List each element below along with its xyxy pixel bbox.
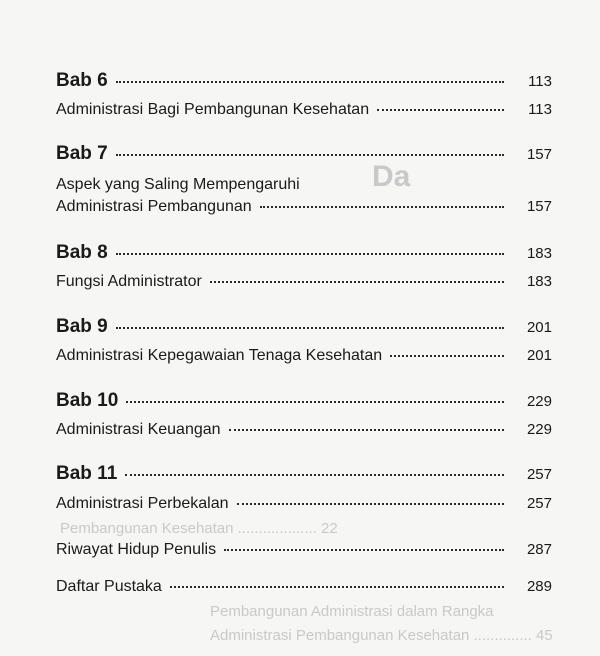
page-number: 287 xyxy=(526,541,552,558)
dot-leader xyxy=(116,253,504,255)
chapter-title: Bab 9 xyxy=(56,316,108,337)
chapter-title: Bab 8 xyxy=(56,242,108,263)
dot-leader xyxy=(125,474,504,476)
section-title: Daftar Pustaka xyxy=(56,578,162,595)
dot-leader xyxy=(126,401,504,403)
show-through-text: Da xyxy=(372,160,411,193)
page-number: 289 xyxy=(526,578,552,595)
toc-entry-bab-10[interactable] xyxy=(56,390,552,414)
show-through-text: Pembangunan Administrasi dalam Rangka xyxy=(210,603,494,620)
chapter-title: Bab 11 xyxy=(56,463,118,484)
page-number: 257 xyxy=(526,495,552,512)
page-number: 113 xyxy=(528,73,552,90)
chapter-title: Bab 6 xyxy=(56,70,108,91)
page-number: 201 xyxy=(526,319,552,336)
dot-leader xyxy=(170,586,504,588)
toc-entry-bab-8[interactable] xyxy=(56,242,552,266)
dot-leader xyxy=(210,281,504,283)
toc-entry-bab-6[interactable] xyxy=(56,70,552,94)
section-title: Administrasi Keuangan xyxy=(56,421,221,438)
page-number: 229 xyxy=(526,421,552,438)
table-of-contents xyxy=(56,0,552,656)
page-number: 157 xyxy=(526,198,552,215)
chapter-title: Bab 7 xyxy=(56,143,108,164)
toc-entry-bab-11[interactable] xyxy=(56,463,552,487)
toc-entry-bab-9[interactable] xyxy=(56,316,552,340)
toc-entry[interactable] xyxy=(56,421,552,445)
dot-leader xyxy=(224,549,504,551)
dot-leader xyxy=(260,206,504,208)
section-title: Administrasi Kepegawaian Tenaga Kesehatan xyxy=(56,347,383,364)
section-title-line-1: Aspek yang Saling Mempengaruhi xyxy=(56,176,300,193)
section-title: Fungsi Administrator xyxy=(56,273,202,290)
toc-entry[interactable] xyxy=(56,273,552,297)
toc-entry[interactable] xyxy=(56,198,552,222)
page-number: 229 xyxy=(526,393,552,410)
page-number: 183 xyxy=(526,273,552,290)
page-number: 183 xyxy=(526,245,552,262)
chapter-title: Bab 10 xyxy=(56,390,119,411)
toc-entry-daftar-pustaka[interactable] xyxy=(56,578,552,602)
page-number: 257 xyxy=(526,466,552,483)
dot-leader xyxy=(116,81,504,83)
section-title: Administrasi Bagi Pembangunan Kesehatan xyxy=(56,101,370,118)
toc-entry-bab-7[interactable] xyxy=(56,143,552,167)
show-through-text: Administrasi Pembangunan Kesehatan .............. 45 xyxy=(210,627,553,644)
toc-entry[interactable] xyxy=(56,101,552,125)
dot-leader xyxy=(237,503,504,505)
toc-entry[interactable] xyxy=(56,495,552,519)
dot-leader xyxy=(390,355,504,357)
dot-leader xyxy=(229,429,504,431)
toc-entry-riwayat[interactable] xyxy=(56,541,552,565)
section-title: Administrasi Perbekalan xyxy=(56,495,229,512)
toc-entry[interactable] xyxy=(56,347,552,371)
section-title: Administrasi Pembangunan xyxy=(56,198,252,215)
dot-leader xyxy=(116,154,504,156)
dot-leader xyxy=(377,109,504,111)
page-number: 113 xyxy=(528,101,552,118)
page-number: 201 xyxy=(526,347,552,364)
dot-leader xyxy=(116,327,504,329)
show-through-text: Pembangunan Kesehatan ................... 22 xyxy=(60,520,338,537)
page-number: 157 xyxy=(526,146,552,163)
section-title: Riwayat Hidup Penulis xyxy=(56,541,217,558)
